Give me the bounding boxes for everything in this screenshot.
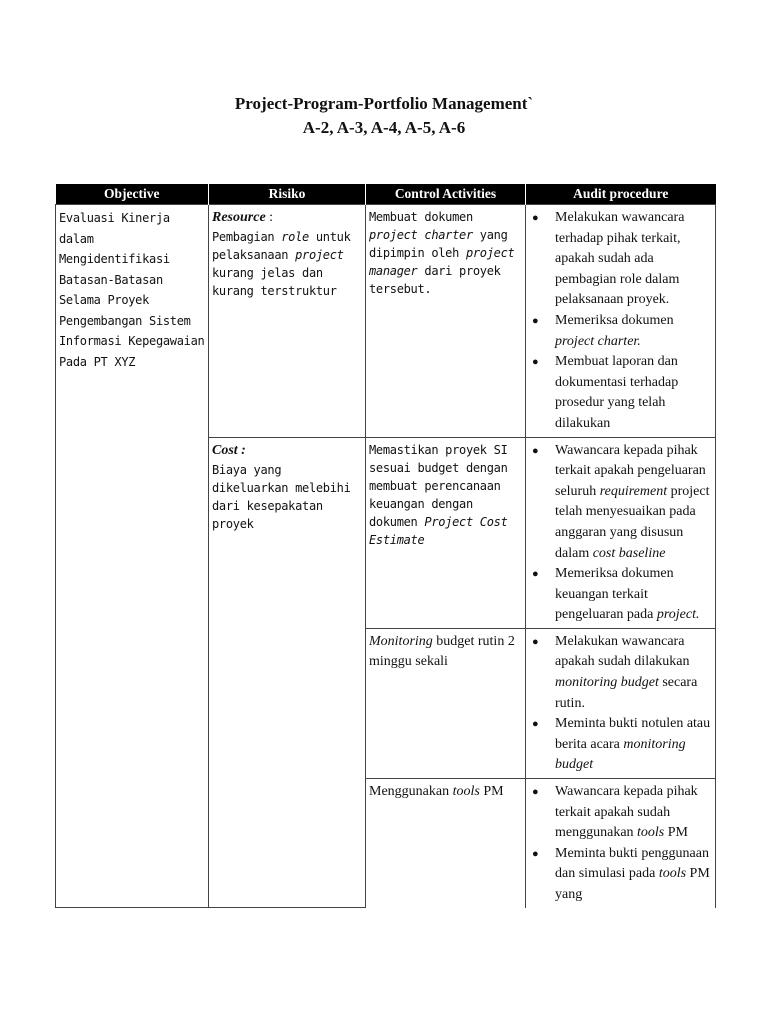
table-row bbox=[56, 205, 716, 438]
list-item: ● Wawancara kepada pihak terkait apakah pengeluaran seluruh requirement project telah menyesuaikan pada anggaran yang disusun dalam cost baseline bbox=[529, 441, 712, 565]
control-cell: Monitoring budget rutin 2 minggu sekali bbox=[366, 628, 526, 778]
header-audit-procedure: Audit procedure bbox=[526, 184, 716, 205]
list-item: ● Wawancara kepada pihak terkait apakah sudah menggunakan tools PM bbox=[529, 782, 712, 844]
audit-cell bbox=[526, 628, 716, 778]
header-risiko: Risiko bbox=[209, 184, 366, 205]
list-item: ● Meminta bukti penggunaan dan simulasi pada tools PM yang bbox=[529, 844, 712, 906]
list-item: ● Memeriksa dokumen keuangan terkait pengeluaran pada project. bbox=[529, 564, 712, 626]
risk-label: Cost : bbox=[212, 442, 246, 458]
audit-cell bbox=[526, 779, 716, 908]
list-item: ● Melakukan wawancara apakah sudah dilakukan monitoring budget secara rutin. bbox=[529, 632, 712, 714]
table-header-row bbox=[56, 184, 716, 205]
document-title: Project-Program-Portfolio Management` bbox=[234, 94, 534, 113]
risk-cell-cost: Cost : Biaya yang dikeluarkan melebihi dari kesepakatan proyek bbox=[209, 437, 366, 908]
list-item: ● Memeriksa dokumen project charter. bbox=[529, 311, 712, 352]
audit-cell bbox=[526, 205, 716, 438]
header-objective: Objective bbox=[56, 184, 209, 205]
risk-cell-resource: Resource : Pembagian role untuk pelaksanaan project kurang jelas dan kurang terstruktur bbox=[209, 205, 366, 438]
header-control-activities: Control Activities bbox=[366, 184, 526, 205]
audit-cell bbox=[526, 437, 716, 628]
objective-cell: Evaluasi Kinerja dalam Mengidentifikasi Batasan-Batasan Selama Proyek Pengembangan Sistem Informasi Kepegawaian Pada PT XYZ bbox=[56, 205, 209, 908]
list-item: ● Membuat laporan dan dokumentasi terhadap prosedur yang telah dilakukan bbox=[529, 352, 712, 434]
control-cell: Membuat dokumen project charter yang dipimpin oleh project manager dari proyek tersebut. bbox=[366, 205, 526, 438]
list-item: ● Meminta bukti notulen atau berita acara monitoring budget bbox=[529, 714, 712, 776]
control-cell: Memastikan proyek SI sesuai budget dengan membuat perencanaan keuangan dengan dokumen Project Cost Estimate bbox=[366, 437, 526, 628]
risk-label: Resource bbox=[212, 210, 266, 225]
control-cell: Menggunakan tools PM bbox=[366, 779, 526, 908]
list-item: ● Melakukan wawancara terhadap pihak terkait, apakah sudah ada pembagian role dalam pelaksanaan proyek. bbox=[529, 208, 712, 311]
audit-table bbox=[55, 184, 716, 908]
document-subtitle: A-2, A-3, A-4, A-5, A-6 bbox=[302, 118, 466, 137]
